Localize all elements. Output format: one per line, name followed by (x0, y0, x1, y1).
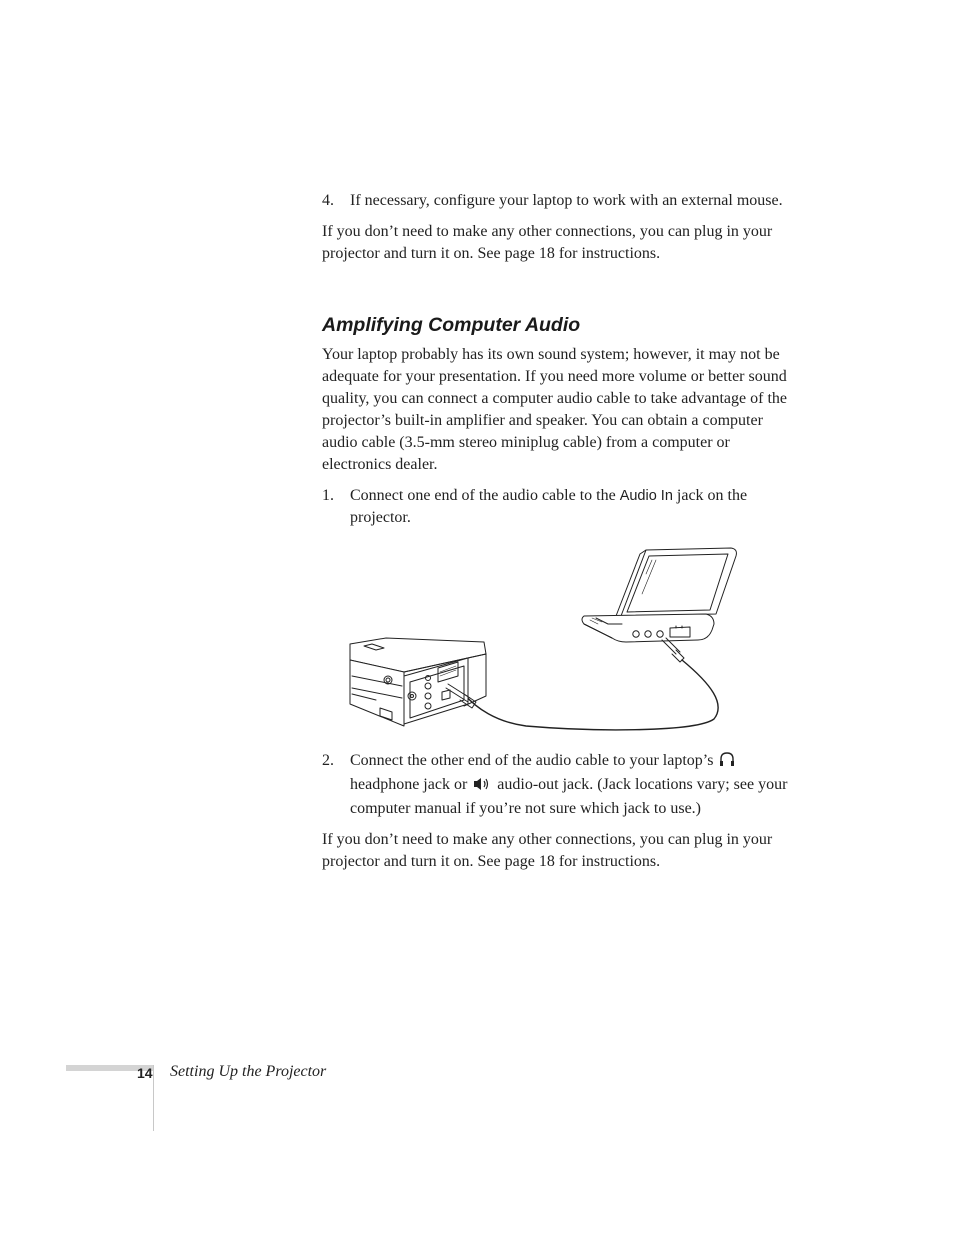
footer-rule (153, 1065, 154, 1131)
laptop-drawing (582, 548, 736, 642)
step-2 (322, 750, 788, 820)
laptop-plug (662, 638, 684, 662)
step-1 (322, 485, 788, 529)
connection-illustration (346, 544, 746, 734)
paragraph-connections-note: If you don’t need to make any other connections, you can plug in your projector and turn it on. See page 18 for instructions. (322, 223, 773, 262)
section-heading: Amplifying Computer Audio (322, 314, 581, 336)
section-body (322, 344, 788, 529)
paragraph-intro: Your laptop probably has its own sound system; however, it may not be adequate for your presentation. If you need more volume or better sound quality, you can connect a computer audio cable to take advantage of the projector’s built-in amplifier and speaker. You can obtain a computer audio cable (3.5-mm stereo miniplug cable) from a computer or electronics dealer. (322, 346, 787, 473)
step-4 (322, 190, 788, 212)
running-title: Setting Up the Projector (170, 1063, 327, 1080)
audio-in-label: Audio In (619, 488, 673, 504)
step2-part1: Connect the other end of the audio cable to your laptop’s (350, 752, 714, 769)
top-text-block (322, 190, 788, 265)
step-number: 1. (322, 487, 334, 504)
step-text (350, 750, 788, 820)
step-text: If necessary, configure your laptop to work with an external mouse. (350, 192, 783, 209)
lower-text-block (322, 750, 788, 873)
step1-before: Connect one end of the audio cable to the (350, 487, 620, 504)
projector-drawing (350, 638, 486, 726)
headphone-icon (719, 751, 735, 774)
step-number: 2. (322, 752, 334, 769)
step2-part3: audio-out jack. (Jack locations vary; see your computer manual if you’re not sure which jack to use.) (350, 776, 788, 817)
step-number: 4. (322, 192, 334, 209)
step1-after: jack on the projector. (350, 487, 748, 526)
step2-part2: headphone jack or (350, 776, 468, 793)
audio-cable (464, 660, 718, 730)
step-text (350, 485, 788, 529)
speaker-icon (473, 776, 491, 798)
page-number: 14 (137, 1065, 153, 1081)
paragraph-closing: If you don’t need to make any other connections, you can plug in your projector and turn it on. See page 18 for instructions. (322, 831, 773, 870)
